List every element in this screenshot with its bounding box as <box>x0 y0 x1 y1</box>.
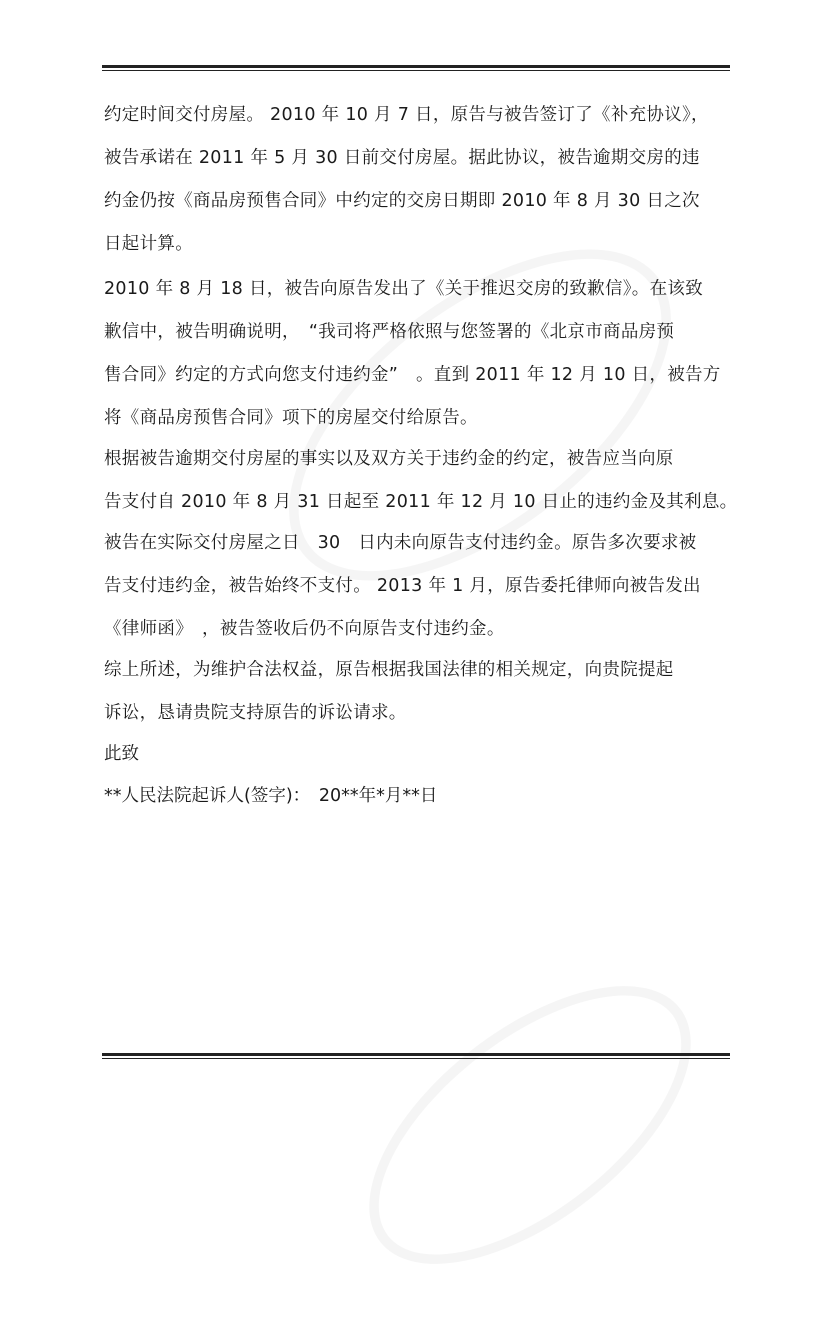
signature-line: **人民法院起诉人(签字)： 20**年*月**日 <box>104 786 438 806</box>
paragraph-penalty-claim <box>104 441 738 527</box>
text-line: 根据被告逾期交付房屋的事实以及双方关于违约金的约定，被告应当向原 <box>104 449 674 469</box>
text-line: 诉讼，恳请贵院支持原告的诉讼请求。 <box>104 703 407 723</box>
text-line: 将《商品房预售合同》项下的房屋交付给原告。 <box>104 408 478 428</box>
header-rule <box>102 65 730 68</box>
document-body <box>104 97 738 814</box>
text-line: 告支付违约金，被告始终不支付。 2013 年 1 月，原告委托律师向被告发出 <box>104 576 701 596</box>
text-line: 约金仍按《商品房预售合同》中约定的交房日期即 2010 年 8 月 30 日之次 <box>104 191 700 211</box>
text-line: 告支付自 2010 年 8 月 31 日起至 2011 年 12 月 10 日止的违约金及其利息。 <box>104 492 738 512</box>
text-line: 被告在实际交付房屋之日 30 日内未向原告支付违约金。原告多次要求被 <box>104 533 697 553</box>
footer-rule <box>102 1053 730 1056</box>
text-line: 被告承诺在 2011 年 5 月 30 日前交付房屋。据此协议，被告逾期交房的违 <box>104 148 700 168</box>
text-line: 歉信中，被告明确说明， “我司将严格依照与您签署的《北京市商品房预 <box>104 322 675 342</box>
text-line: 售合同》约定的方式向您支付违约金” 。直到 2011 年 12 月 10 日，被告方 <box>104 365 721 385</box>
paragraph-conclusion <box>104 652 730 738</box>
text-line: 日起计算。 <box>104 234 193 254</box>
text-line: 约定时间交付房屋。 2010 年 10 月 7 日，原告与被告签订了《补充协议》， <box>104 105 709 125</box>
paragraph-apology-letter <box>104 271 730 443</box>
paragraph-nonpayment <box>104 525 730 654</box>
text-line: 综上所述，为维护合法权益，原告根据我国法律的相关规定，向贵院提起 <box>104 660 674 680</box>
text-line: 2010 年 8 月 18 日，被告向原告发出了《关于推迟交房的致歉信》。在该致 <box>104 279 703 299</box>
paragraph-delivery-agreement <box>104 97 730 269</box>
text-line: 《律师函》 ，被告签收后仍不向原告支付违约金。 <box>104 619 505 639</box>
closing-salutation: 此致 <box>104 744 139 764</box>
watermark-lower <box>322 933 738 1317</box>
